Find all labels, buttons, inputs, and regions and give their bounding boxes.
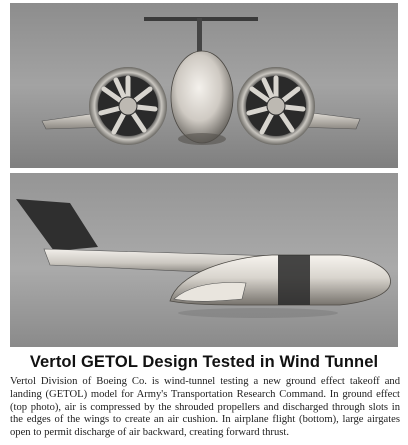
side-view-photo [10,173,398,347]
article-caption: Vertol Division of Boeing Co. is wind-tunnel testing a new ground effect takeoff and landing (GETOL) model for Army's Transportation Research Command. In ground effect (top photo), air is compressed by the shrouded propellers and discharged through slots in the edges of the wings to create an air cushion. In airplane flight (bottom), large airgates open to permit discharge of air backward, creating forward thrust. [10,376,400,439]
article-headline: Vertol GETOL Design Tested in Wind Tunnel [29,353,379,371]
right-fan [237,67,315,145]
left-fan [89,67,167,145]
side-view-image [10,173,398,347]
front-view-image [10,3,398,168]
front-view-photo [10,3,398,168]
